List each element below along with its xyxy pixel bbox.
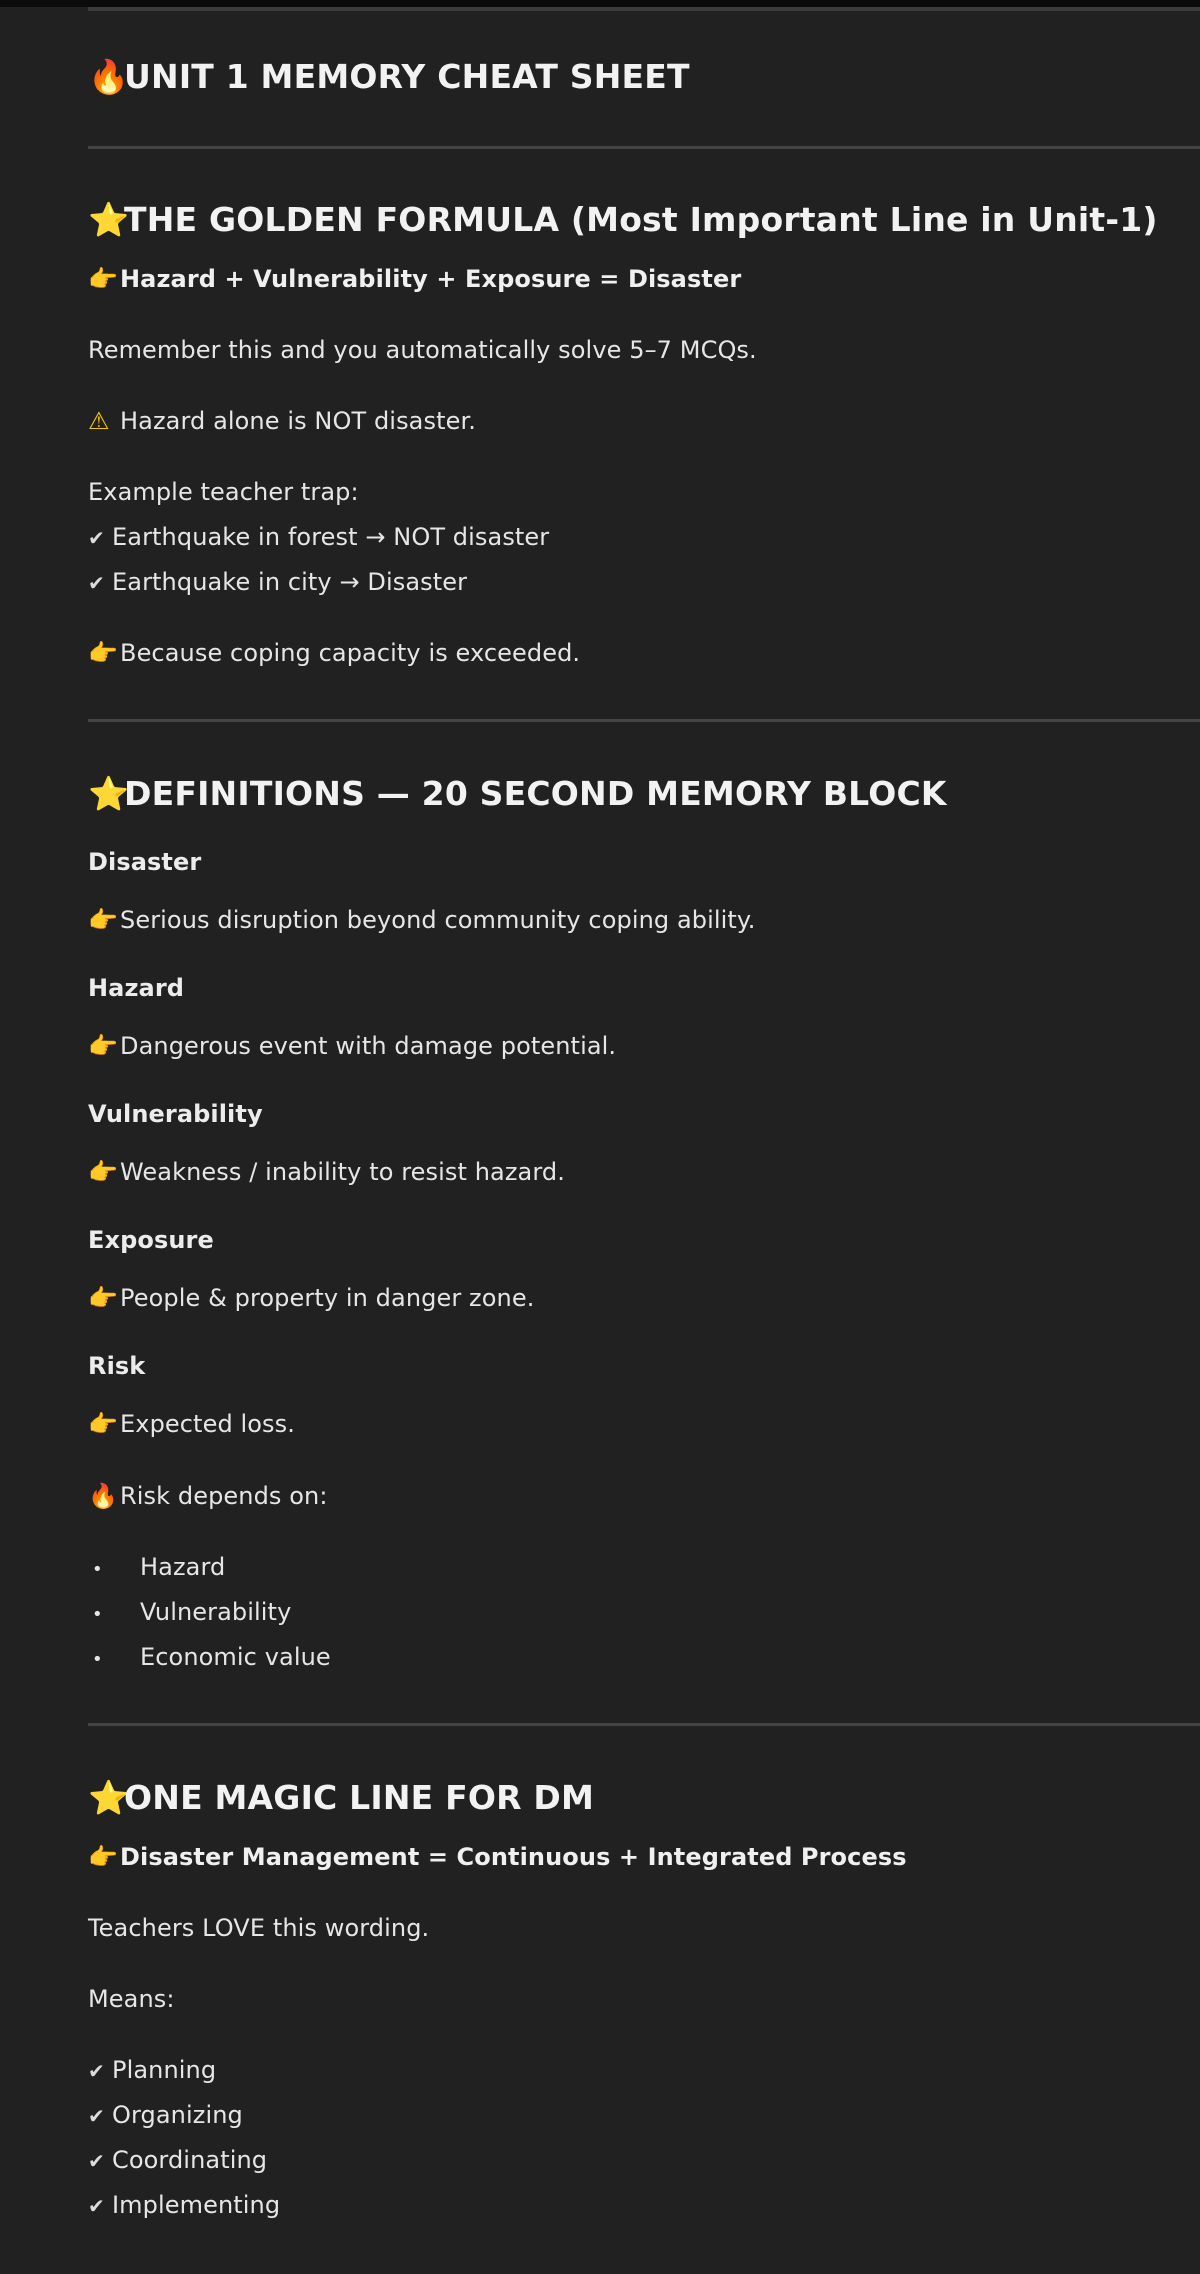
pointing-hand-icon: 👉 [88,1843,118,1871]
bullet-icon: • [92,1649,103,1670]
trap-item-text: Earthquake in forest → NOT disaster [112,523,550,551]
step-item-text: Implementing [112,2191,281,2219]
trap-label: Example teacher trap: [88,478,359,506]
section-divider [88,1723,1200,1726]
section-divider [88,719,1200,722]
warning-line [88,405,476,437]
definition-meaning [88,1408,295,1440]
fire-icon: 🔥 [88,57,130,96]
step-item-text: Coordinating [112,2146,268,2174]
page-title [88,56,690,98]
definition-term: Risk [88,1352,146,1380]
checkmark-icon: ✔ [88,526,105,550]
magic-formula-line [88,1841,907,1873]
definition-meaning [88,1156,565,1188]
definition-term: Disaster [88,848,202,876]
trap-item [88,566,467,599]
remember-text: Remember this and you automatically solve 5–7 MCQs. [88,336,757,364]
list-item-text: Vulnerability [140,1598,292,1626]
list-item [88,1551,225,1586]
step-item-text: Planning [112,2056,217,2084]
pointing-hand-icon: 👉 [88,1284,118,1312]
risk-depends-text: Risk depends on: [120,1482,328,1510]
trap-item-text: Earthquake in city → Disaster [112,568,468,596]
page-title-text: UNIT 1 MEMORY CHEAT SHEET [124,57,690,96]
definition-meaning-text: Weakness / inability to resist hazard. [120,1158,565,1186]
pointing-hand-icon: 👉 [88,1032,118,1060]
step-item [88,2144,267,2177]
teachers-text: Teachers LOVE this wording. [88,1914,430,1942]
star-icon: ⭐ [88,1778,130,1817]
pointing-hand-icon: 👉 [88,639,118,667]
checkmark-icon: ✔ [88,2194,105,2218]
because-text: Because coping capacity is exceeded. [120,639,581,667]
section-divider [88,146,1200,149]
step-item-text: Organizing [112,2101,243,2129]
list-item-text: Economic value [140,1643,331,1671]
bullet-icon: • [92,1604,103,1625]
list-item [88,1641,331,1676]
pointing-hand-icon: 👉 [88,1158,118,1186]
definition-meaning [88,904,756,936]
pointing-hand-icon: 👉 [88,906,118,934]
magic-line-heading-text: ONE MAGIC LINE FOR DM [124,1778,595,1817]
golden-formula-text: Hazard + Vulnerability + Exposure = Disaster [120,265,742,293]
star-icon: ⭐ [88,200,130,239]
trap-item [88,521,549,554]
step-item [88,2189,280,2222]
because-line [88,637,580,669]
top-divider [0,0,1200,7]
definition-meaning-text: Expected loss. [120,1410,295,1438]
fire-icon: 🔥 [88,1482,118,1510]
checkmark-icon: ✔ [88,2059,105,2083]
magic-line-heading [88,1777,594,1819]
definition-meaning-text: Dangerous event with damage potential. [120,1032,617,1060]
golden-formula-heading-text: THE GOLDEN FORMULA (Most Important Line in Unit-1) [124,200,1158,239]
pointing-hand-icon: 👉 [88,1410,118,1438]
golden-formula-heading [88,199,1158,241]
bullet-icon: • [92,1559,103,1580]
checkmark-icon: ✔ [88,571,105,595]
definition-term: Hazard [88,974,185,1002]
definitions-heading [88,773,947,815]
definition-meaning [88,1282,534,1314]
warning-icon: ⚠ [88,407,110,435]
risk-depends-line [88,1480,328,1512]
checkmark-icon: ✔ [88,2104,105,2128]
step-item [88,2099,243,2132]
definition-meaning-text: People & property in danger zone. [120,1284,535,1312]
warning-text: Hazard alone is NOT disaster. [120,407,476,435]
list-item-text: Hazard [140,1553,226,1581]
means-label: Means: [88,1985,175,2013]
pointing-hand-icon: 👉 [88,265,118,293]
definitions-heading-text: DEFINITIONS — 20 SECOND MEMORY BLOCK [124,774,947,813]
definition-meaning [88,1030,616,1062]
checkmark-icon: ✔ [88,2149,105,2173]
definition-term: Exposure [88,1226,214,1254]
definition-term: Vulnerability [88,1100,263,1128]
definition-meaning-text: Serious disruption beyond community coping ability. [120,906,756,934]
magic-formula-text: Disaster Management = Continuous + Integrated Process [120,1843,907,1871]
golden-formula-line [88,263,741,295]
step-item [88,2054,216,2087]
list-item [88,1596,291,1631]
star-icon: ⭐ [88,774,130,813]
